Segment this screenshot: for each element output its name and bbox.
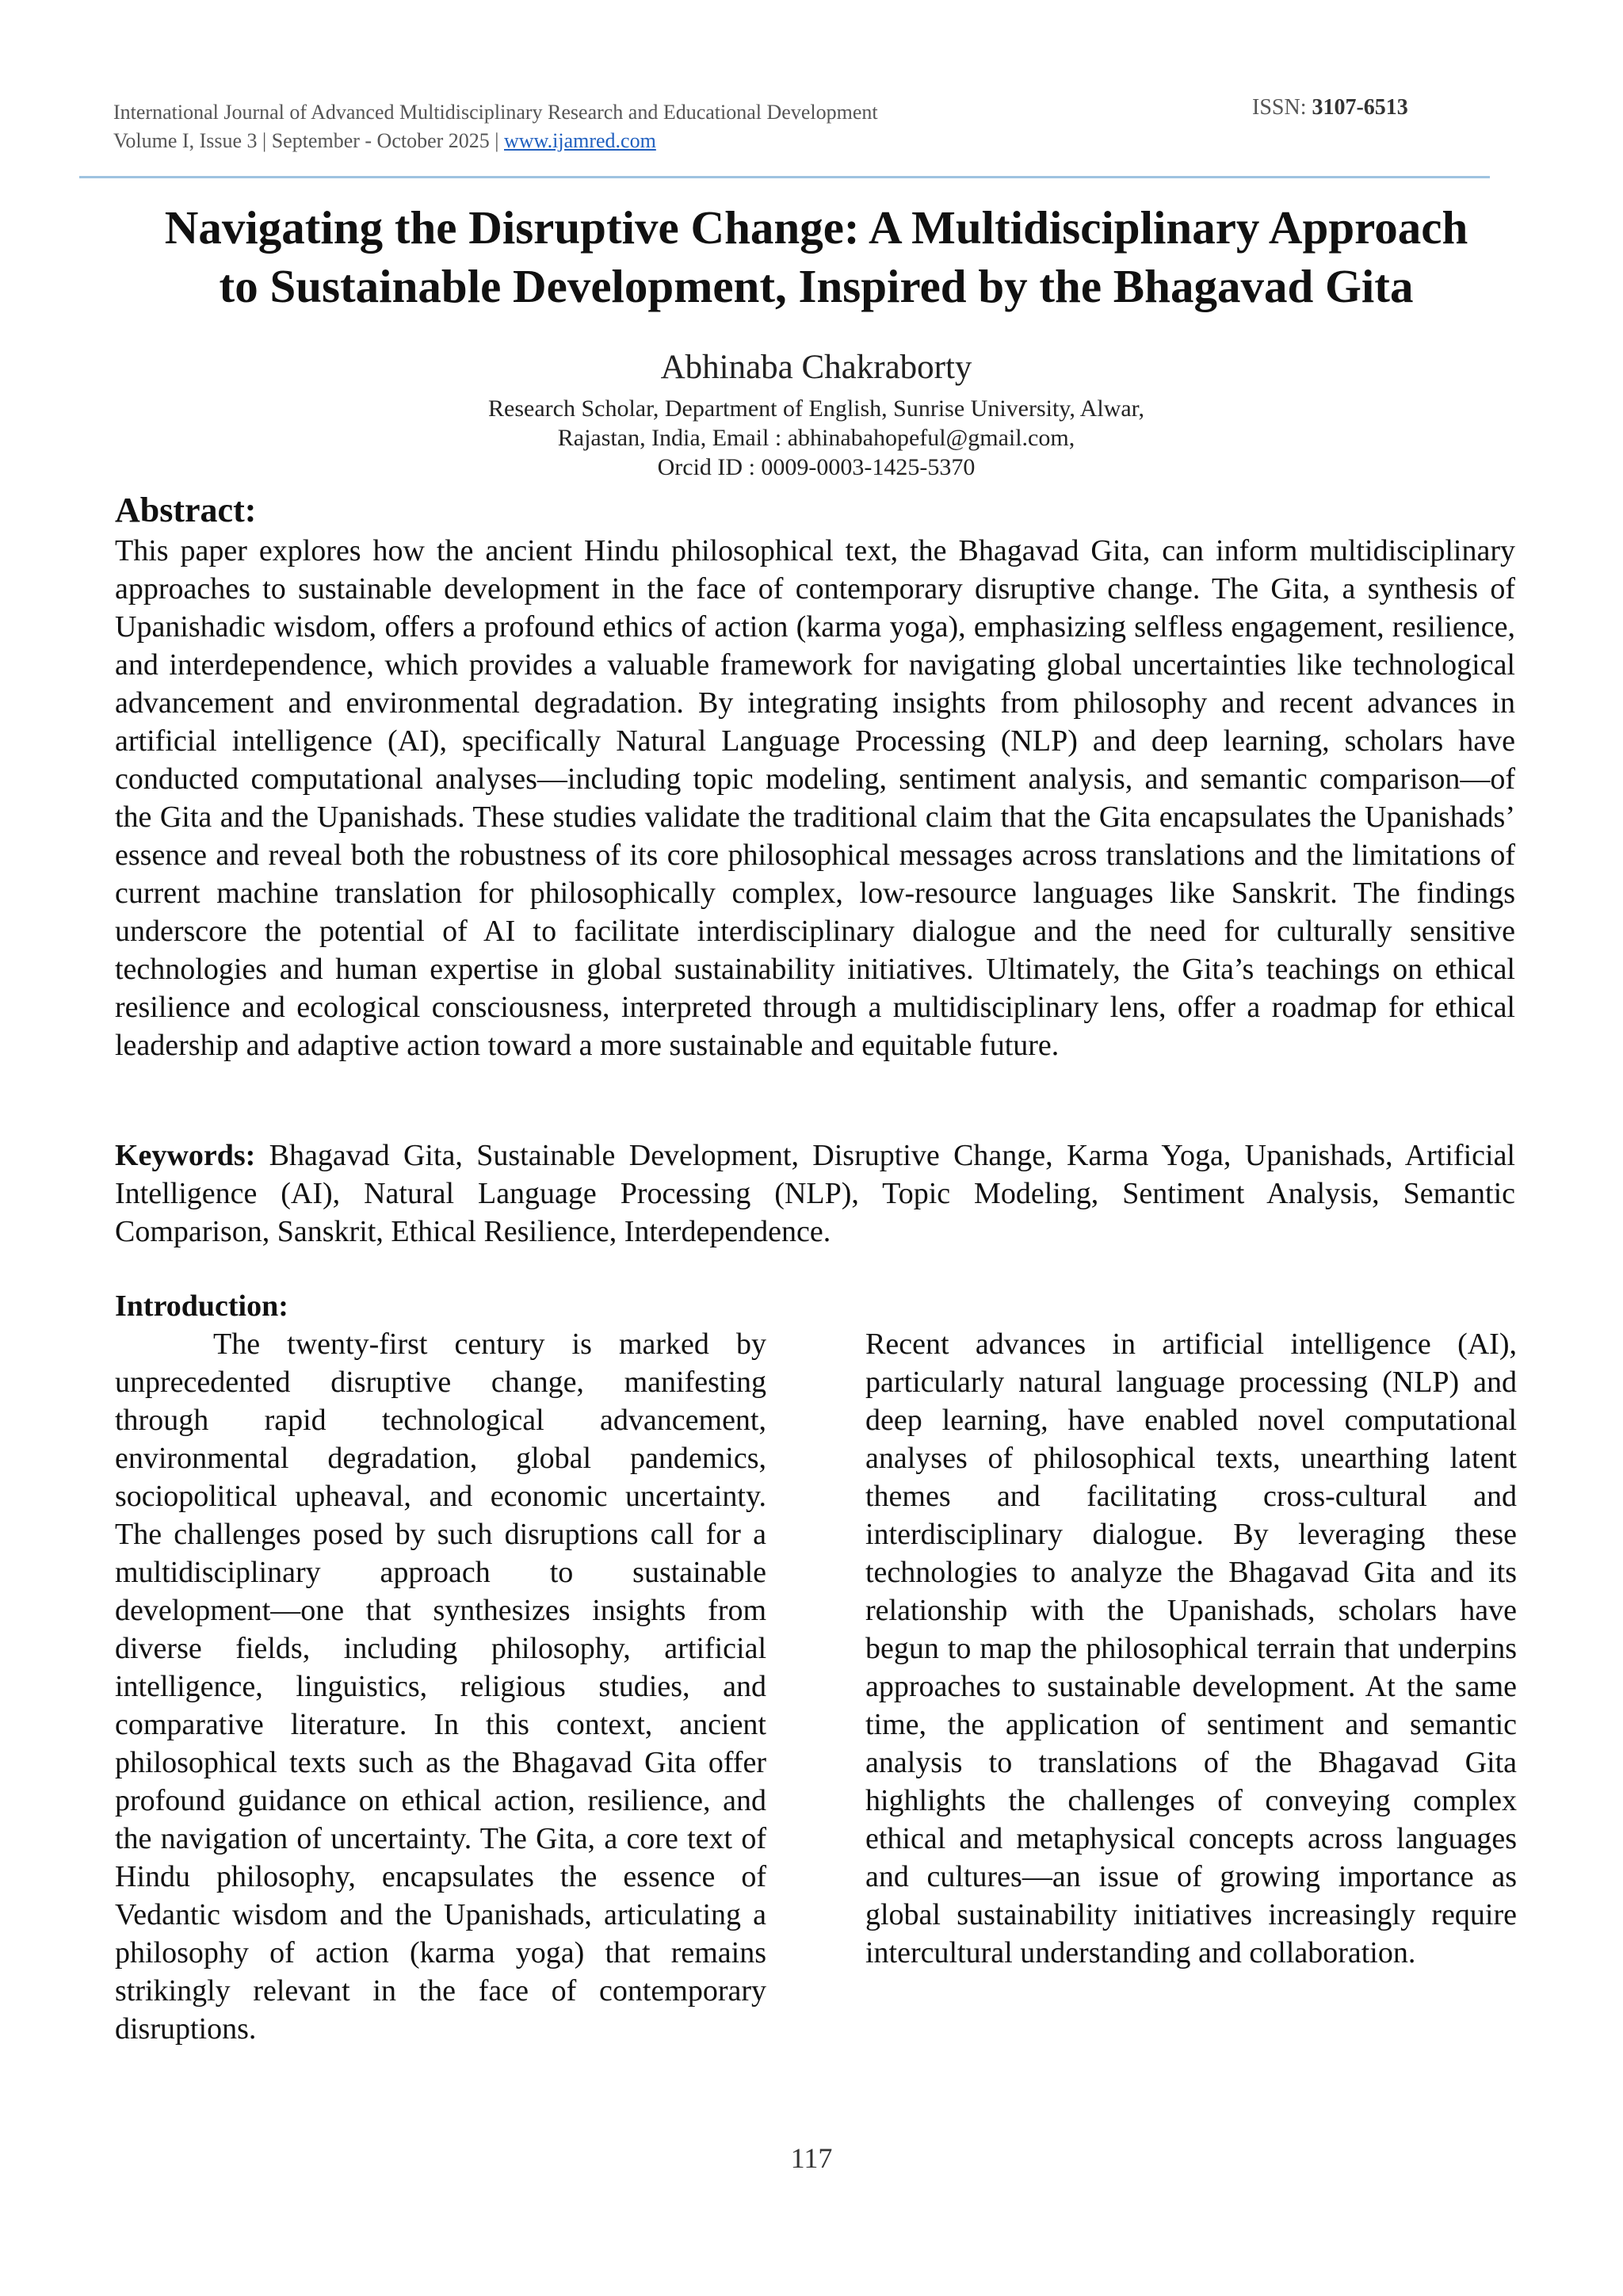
title-line-1: Navigating the Disruptive Change: A Multidisciplinary Approach (164, 201, 1468, 254)
issn-label: ISSN: (1252, 95, 1312, 120)
introduction-left-column: The twenty-first century is marked by unprecedented disruptive change, manifesting through rapid technological advancement, environmental degradation, global pandemics, sociopolitical upheaval, and economic uncertainty. The challenges posed by such disruptions call for a multidisciplinary approach to sustainable development—one that synthesizes insights from diverse fields, including philosophy, artificial intelligence, linguistics, religious studies, and comparative literature. In this context, ancient philosophical texts such as the Bhagavad Gita offer profound guidance on ethical action, resilience, and the navigation of uncertainty. The Gita, a core text of Hindu philosophy, encapsulates the essence of Vedantic wisdom and the Upanishads, articulating a philosophy of action (karma yoga) that remains strikingly relevant in the face of contemporary disruptions. (115, 1328, 766, 2046)
header-divider (79, 176, 1490, 178)
title-line-2: to Sustainable Development, Inspired by the Bhagavad Gita (219, 260, 1414, 312)
journal-name: International Journal of Advanced Multidisciplinary Research and Educational Development (113, 101, 878, 124)
issue-info (113, 127, 878, 155)
paper-title (79, 198, 1553, 315)
abstract-heading: Abstract: (115, 491, 257, 529)
affiliation-line-2: Rajastan, India, Email : abhinabahopeful@gmail.com, (557, 425, 1075, 451)
keywords (115, 1137, 1515, 1251)
issn-number: 3107-6513 (1312, 95, 1408, 120)
issue-text: Volume I, Issue 3 | September - October 2025 | (113, 129, 504, 152)
introduction-right-column: Recent advances in artificial intelligence (AI), particularly natural language processing (NLP) and deep learning, have enabled novel computational analyses of philosophical texts, unearthing latent themes and facilitating cross-cultural and interdisciplinary dialogue. By leveraging these technologies to analyze the Bhagavad Gita and its relationship with the Upanishads, scholars have begun to map the philosophical terrain that underpins approaches to sustainable development. At the same time, the application of sentiment and semantic analysis to translations of the Bhagavad Gita highlights the challenges of conveying complex ethical and metaphysical concepts across languages and cultures—an issue of growing importance as global sustainability initiatives increasingly require intercultural understanding and collaboration. (865, 1328, 1517, 1969)
author-affiliation (79, 394, 1553, 482)
affiliation-line-1: Research Scholar, Department of English, Sunrise University, Alwar, (488, 395, 1144, 422)
running-header (113, 98, 878, 155)
page-number: 117 (790, 2142, 833, 2174)
keywords-list: Bhagavad Gita, Sustainable Development, Disruptive Change, Karma Yoga, Upanishads, Artificial Intelligence (AI), Natural Language Processing (NLP), Topic Modeling, Sentiment Analysis, Semantic Comparison, Sanskrit, Ethical Resilience, Interdependence. (115, 1139, 1515, 1248)
abstract-text: This paper explores how the ancient Hindu philosophical text, the Bhagavad Gita, can inform multidisciplinary approaches to sustainable development in the face of contemporary disruptive change. The Gita, a synthesis of Upanishadic wisdom, offers a profound ethics of action (karma yoga), emphasizing selfless engagement, resilience, and interdependence, which provides a valuable framework for navigating global uncertainties like technological advancement and environmental degradation. By integrating insights from philosophy and recent advances in artificial intelligence (AI), specifically Natural Language Processing (NLP) and deep learning, scholars have conducted computational analyses—including topic modeling, sentiment analysis, and semantic comparison—of the Gita and the Upanishads. These studies validate the traditional claim that the Gita encapsulates the Upanishads’ essence and reveal both the robustness of its core philosophical messages across translations and the limitations of current machine translation for philosophically complex, low-resource languages like Sanskrit. The findings underscore the potential of AI to facilitate interdisciplinary dialogue and the need for culturally sensitive technologies and human expertise in global sustainability initiatives. Ultimately, the Gita’s teachings on ethical resilience and ecological consciousness, interpreted through a multidisciplinary lens, offer a roadmap for ethical leadership and adaptive action toward a more sustainable and equitable future. (115, 534, 1515, 1062)
introduction-heading: Introduction: (115, 1289, 288, 1323)
journal-website-link[interactable]: www.ijamred.com (504, 129, 656, 152)
keywords-label: Keywords: (115, 1139, 256, 1172)
author-name: Abhinaba Chakraborty (660, 349, 972, 386)
issn (1252, 95, 1408, 120)
orcid: Orcid ID : 0009-0003-1425-5370 (657, 454, 976, 480)
